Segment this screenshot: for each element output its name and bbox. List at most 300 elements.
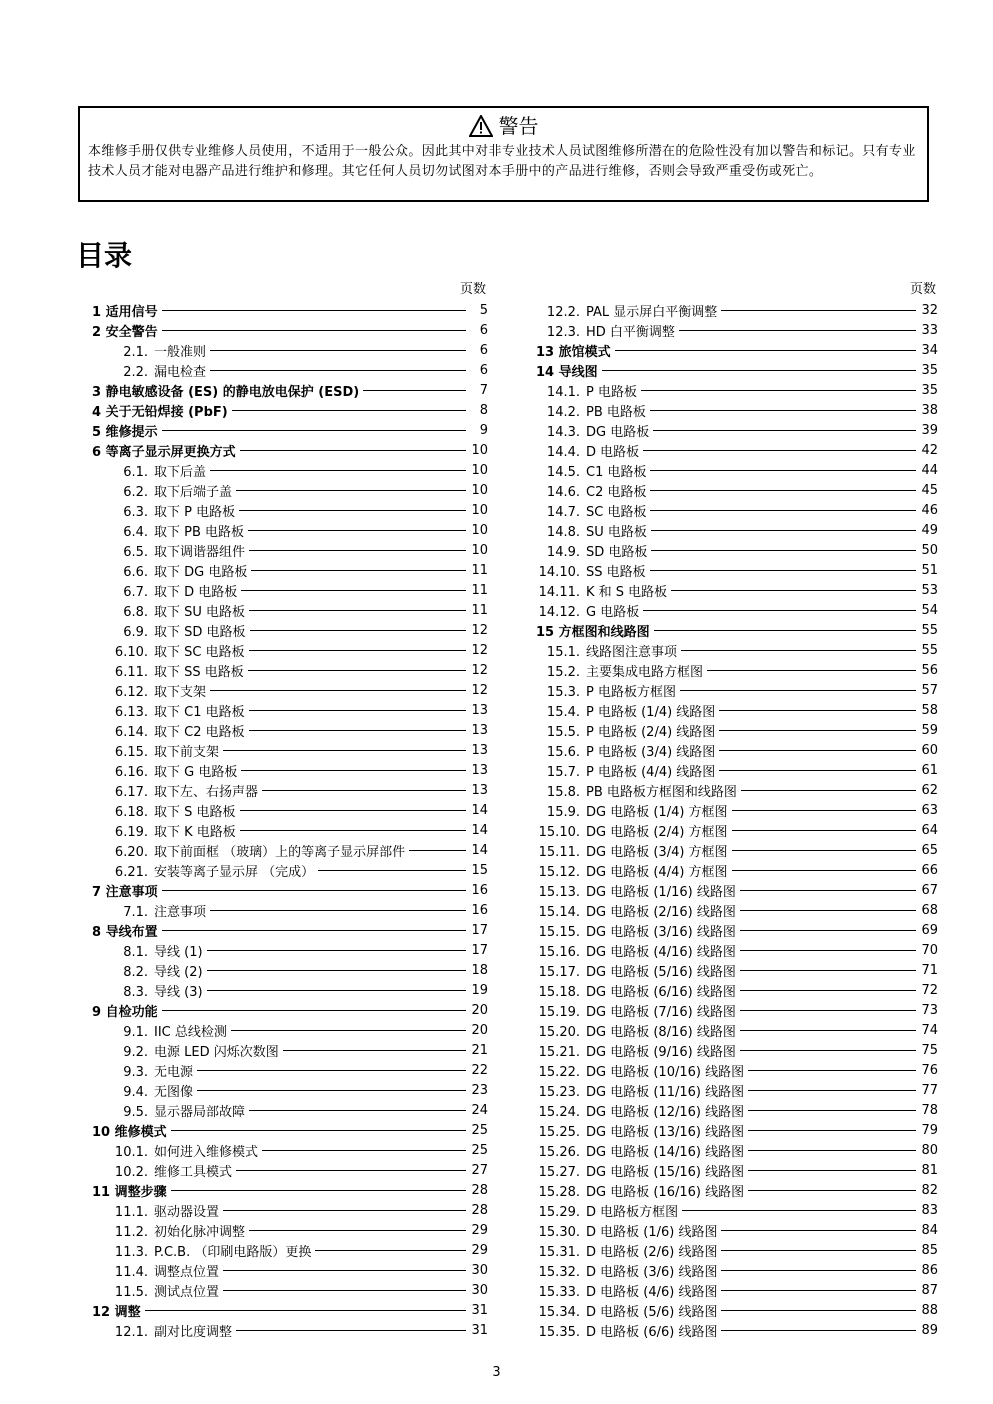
toc-entry[interactable]	[78, 600, 488, 620]
toc-entry-page: 9	[479, 422, 488, 438]
toc-entry-text: DG 电路板 (14/16) 线路图	[586, 1144, 745, 1160]
toc-entry-text: DG 电路板 (2/4) 方框图	[586, 824, 728, 840]
toc-entry-title	[78, 841, 405, 860]
toc-entry[interactable]	[78, 720, 488, 740]
dot-leader	[207, 950, 466, 951]
toc-entry[interactable]	[528, 1100, 938, 1120]
toc-entry-number: 14.3.	[546, 424, 580, 440]
toc-entry[interactable]	[78, 380, 488, 400]
toc-entry-title	[78, 421, 158, 440]
toc-entry-number: 6	[92, 444, 102, 460]
toc-entry-text: P 电路板 (4/4) 线路图	[586, 764, 716, 780]
toc-entry-page: 68	[921, 902, 938, 918]
toc-entry-text: D 电路板 (2/6) 线路图	[586, 1244, 718, 1260]
toc-entry-number: 6.5.	[123, 544, 148, 560]
toc-entry-number: 9.4.	[123, 1084, 148, 1100]
toc-entry-text: 调整点位置	[154, 1264, 220, 1280]
toc-entry[interactable]	[78, 580, 488, 600]
page-column-label: 页数	[909, 282, 936, 297]
toc-entry[interactable]	[528, 320, 938, 340]
toc-entry[interactable]	[78, 1160, 488, 1180]
toc-entry-page: 23	[471, 1082, 488, 1098]
toc-entry[interactable]	[528, 1120, 938, 1140]
toc-entry[interactable]	[78, 680, 488, 700]
toc-entry-number: 15.1.	[546, 644, 580, 660]
toc-entry-text: DG 电路板 (13/16) 线路图	[586, 1124, 745, 1140]
toc-entry-title	[528, 901, 736, 920]
toc-entry-number: 15.35.	[538, 1324, 580, 1340]
toc-entry-page: 79	[921, 1122, 938, 1138]
toc-entry-title	[78, 1141, 258, 1160]
toc-entry-page: 44	[921, 462, 938, 478]
toc-entry-page: 15	[471, 862, 488, 878]
toc-entry[interactable]	[528, 1020, 938, 1040]
toc-entry[interactable]	[78, 360, 488, 380]
toc-entry[interactable]	[528, 360, 938, 380]
toc-entry-number: 2	[92, 324, 102, 340]
toc-entry[interactable]	[78, 920, 488, 940]
toc-entry-page: 27	[471, 1162, 488, 1178]
toc-entry-page: 12	[471, 662, 488, 678]
dot-leader	[740, 1010, 916, 1011]
toc-entry[interactable]	[528, 1260, 938, 1280]
toc-entry[interactable]	[528, 300, 938, 320]
toc-entry-number: 6.2.	[123, 484, 148, 500]
toc-entry-page: 32	[921, 302, 938, 318]
toc-entry[interactable]	[78, 740, 488, 760]
toc-entry-text: 安装等离子显示屏 （完成）	[154, 864, 315, 880]
toc-entry[interactable]	[78, 1140, 488, 1160]
toc-entry[interactable]	[528, 440, 938, 460]
toc-entry[interactable]	[78, 1180, 488, 1200]
dot-leader	[236, 490, 466, 491]
toc-entry-number: 14.5.	[546, 464, 580, 480]
toc-entry-title	[528, 741, 715, 760]
toc-entry[interactable]	[78, 520, 488, 540]
toc-entry-number: 15.5.	[546, 724, 580, 740]
toc-entry[interactable]	[78, 1220, 488, 1240]
toc-entry[interactable]	[78, 780, 488, 800]
toc-entry-title	[78, 561, 247, 580]
toc-entry-text: 取下调谐器组件	[154, 544, 246, 560]
toc-entry-page: 30	[471, 1262, 488, 1278]
toc-entry-text: 取下 SC 电路板	[154, 644, 245, 660]
toc-entry-text: P 电路板方框图	[586, 684, 676, 700]
toc-entry-title	[78, 801, 236, 820]
dot-leader	[643, 610, 916, 611]
toc-entry-text: 方框图和线路图	[558, 624, 650, 640]
toc-entry-text: 取下 C2 电路板	[154, 724, 245, 740]
toc-entry[interactable]	[78, 420, 488, 440]
toc-entry-page: 16	[471, 882, 488, 898]
toc-entry[interactable]	[528, 1000, 938, 1020]
dot-leader	[250, 630, 466, 631]
toc-entry-title	[78, 1121, 167, 1140]
toc-entry[interactable]	[78, 840, 488, 860]
toc-entry-number: 15.2.	[546, 664, 580, 680]
toc-heading: 目录	[76, 239, 133, 272]
toc-entry-number: 8	[92, 924, 102, 940]
toc-entry-text: 取下 DG 电路板	[154, 564, 248, 580]
toc-entry[interactable]	[78, 1120, 488, 1140]
toc-entry[interactable]	[528, 1300, 938, 1320]
toc-entry[interactable]	[528, 780, 938, 800]
toc-entry[interactable]	[528, 1160, 938, 1180]
toc-entry[interactable]	[528, 460, 938, 480]
toc-entry[interactable]	[78, 400, 488, 420]
toc-entry-number: 2.2.	[123, 364, 148, 380]
toc-entry-number: 6.21.	[114, 864, 148, 880]
toc-entry[interactable]	[528, 940, 938, 960]
toc-entry[interactable]	[528, 920, 938, 940]
toc-entry[interactable]	[78, 460, 488, 480]
toc-entry-page: 13	[471, 782, 488, 798]
dot-leader	[248, 670, 466, 671]
toc-entry-text: 取下 K 电路板	[154, 824, 236, 840]
toc-entry-number: 15.32.	[538, 1264, 580, 1280]
toc-entry[interactable]	[528, 1180, 938, 1200]
toc-entry-text: 取下后盖	[154, 464, 207, 480]
toc-entry[interactable]	[528, 680, 938, 700]
dot-leader	[748, 1190, 916, 1191]
toc-entry-title	[78, 1201, 219, 1220]
toc-entry-text: DG 电路板 (7/16) 线路图	[586, 1004, 736, 1020]
toc-entry[interactable]	[528, 380, 938, 400]
toc-entry-text: 无图像	[154, 1084, 194, 1100]
toc-entry[interactable]	[78, 1200, 488, 1220]
toc-entry-text: 副对比度调整	[154, 1324, 233, 1340]
dot-leader	[740, 910, 916, 911]
toc-entry-number: 15.22.	[538, 1064, 580, 1080]
toc-entry-number: 6.1.	[123, 464, 148, 480]
dot-leader	[223, 1270, 466, 1271]
toc-entry-text: 线路图注意事项	[586, 644, 678, 660]
dot-leader	[210, 350, 466, 351]
toc-entry-page: 25	[471, 1122, 488, 1138]
toc-entry-title	[78, 1241, 311, 1260]
dot-leader	[643, 450, 916, 451]
toc-entry[interactable]	[528, 800, 938, 820]
dot-leader	[719, 730, 916, 731]
toc-entry-text: 显示器局部故障	[154, 1104, 246, 1120]
toc-entry[interactable]	[528, 580, 938, 600]
toc-entry[interactable]	[78, 440, 488, 460]
dot-leader	[650, 490, 916, 491]
toc-entry[interactable]	[78, 660, 488, 680]
toc-entry-page: 33	[921, 322, 938, 338]
toc-entry[interactable]	[78, 480, 488, 500]
dot-leader	[748, 1170, 916, 1171]
toc-entry[interactable]	[528, 1060, 938, 1080]
toc-entry-title	[528, 681, 676, 700]
toc-entry-page: 14	[471, 822, 488, 838]
toc-entry[interactable]	[528, 420, 938, 440]
toc-entry[interactable]	[528, 840, 938, 860]
toc-entry-title	[528, 381, 637, 400]
toc-entry[interactable]	[528, 720, 938, 740]
toc-entry[interactable]	[528, 1320, 938, 1340]
toc-entry-text: D 电路板 (6/6) 线路图	[586, 1324, 718, 1340]
toc-entry-page: 67	[921, 882, 938, 898]
dot-leader	[721, 1290, 916, 1291]
toc-entry-text: 初始化脉冲调整	[154, 1224, 246, 1240]
toc-entry[interactable]	[78, 1320, 488, 1340]
toc-entry-number: 15.31.	[538, 1244, 580, 1260]
toc-entry[interactable]	[78, 980, 488, 1000]
toc-entry-text: DG 电路板 (10/16) 线路图	[586, 1064, 745, 1080]
toc-entry-text: IIC 总线检测	[154, 1024, 227, 1040]
toc-entry-page: 50	[921, 542, 938, 558]
toc-entry[interactable]	[78, 820, 488, 840]
toc-entry-number: 15.20.	[538, 1024, 580, 1040]
dot-leader	[315, 1250, 466, 1251]
toc-entry[interactable]	[528, 700, 938, 720]
toc-entry-page: 71	[921, 962, 938, 978]
toc-entry[interactable]	[78, 940, 488, 960]
toc-entry[interactable]	[528, 340, 938, 360]
toc-entry[interactable]	[528, 880, 938, 900]
toc-entry[interactable]	[528, 740, 938, 760]
toc-entry[interactable]	[78, 500, 488, 520]
dot-leader	[721, 1270, 916, 1271]
toc-entry-text: 取下左、右扬声器	[154, 784, 259, 800]
toc-entry[interactable]	[78, 1040, 488, 1060]
toc-entry-text: P.C.B. （印刷电路版）更换	[154, 1244, 312, 1260]
toc-entry[interactable]	[528, 500, 938, 520]
toc-entry[interactable]	[528, 820, 938, 840]
toc-entry-number: 9.2.	[123, 1044, 148, 1060]
toc-entry-page: 20	[471, 1002, 488, 1018]
toc-entry[interactable]	[528, 400, 938, 420]
toc-entry-text: 关于无铅焊接 (PbF)	[105, 404, 228, 420]
toc-entry-text: 自检功能	[105, 1004, 158, 1020]
toc-entry-page: 76	[921, 1062, 938, 1078]
toc-entry-page: 46	[921, 502, 938, 518]
toc-entry[interactable]	[78, 1060, 488, 1080]
toc-entry-page: 28	[471, 1202, 488, 1218]
toc-entry-title	[78, 741, 219, 760]
toc-entry[interactable]	[78, 760, 488, 780]
toc-entry-title	[528, 721, 715, 740]
toc-entry-title	[528, 441, 639, 460]
toc-entry-number: 15.29.	[538, 1204, 580, 1220]
toc-entry-title	[528, 661, 703, 680]
toc-entry-text: DG 电路板 (15/16) 线路图	[586, 1164, 745, 1180]
toc-entry-text: 驱动器设置	[154, 1204, 220, 1220]
toc-entry-text: P 电路板	[586, 384, 637, 400]
toc-entry[interactable]	[528, 640, 938, 660]
toc-entry-text: 静电敏感设备 (ES) 的静电放电保护 (ESD)	[105, 384, 360, 400]
toc-entry-page: 18	[471, 962, 488, 978]
toc-entry[interactable]	[78, 640, 488, 660]
toc-entry-number: 14.10.	[538, 564, 580, 580]
toc-entry-page: 88	[921, 1302, 938, 1318]
toc-entry-title	[78, 1301, 141, 1320]
toc-entry[interactable]	[78, 1240, 488, 1260]
toc-entry-title	[78, 401, 228, 420]
toc-entry[interactable]	[528, 1080, 938, 1100]
dot-leader	[671, 590, 916, 591]
toc-entry[interactable]	[78, 1080, 488, 1100]
dot-leader	[207, 970, 466, 971]
toc-entry[interactable]	[78, 1000, 488, 1020]
toc-entry-text: 主要集成电路方框图	[586, 664, 704, 680]
toc-entry-text: D 电路板方框图	[586, 1204, 679, 1220]
toc-entry-text: 取下 SU 电路板	[154, 604, 246, 620]
toc-entry[interactable]	[528, 860, 938, 880]
toc-entry-page: 81	[921, 1162, 938, 1178]
dot-leader	[748, 1150, 916, 1151]
toc-entry-page: 66	[921, 862, 938, 878]
warning-text: 本维修手册仅供专业维修人员使用，不适用于一般公众。因此其中对非专业技术人员试图维修所潜在的危险性没有加以警告和标记。只有专业技术人员才能对电器产品进行维护和修理。其它任何人员切勿试图对本手册中的产品进行维修，否则会导致严重受伤或死亡。	[88, 144, 916, 179]
toc-entry[interactable]	[528, 1200, 938, 1220]
toc-entry[interactable]	[528, 560, 938, 580]
toc-entry[interactable]	[528, 1220, 938, 1240]
toc-entry-number: 6.4.	[123, 524, 148, 540]
toc-entry-page: 87	[921, 1282, 938, 1298]
toc-entry[interactable]	[528, 1280, 938, 1300]
toc-entry[interactable]	[78, 540, 488, 560]
dot-leader	[210, 370, 466, 371]
toc-entry-number: 12.3.	[546, 324, 580, 340]
toc-entry-title	[78, 641, 245, 660]
toc-entry-title	[528, 801, 728, 820]
toc-entry[interactable]	[78, 880, 488, 900]
toc-entry-number: 14.8.	[546, 524, 580, 540]
toc-entry-text: DG 电路板 (5/16) 线路图	[586, 964, 736, 980]
dot-leader	[682, 1210, 916, 1211]
toc-entry-title	[78, 821, 236, 840]
toc-entry-text: 取下 SS 电路板	[154, 664, 244, 680]
toc-entry[interactable]	[78, 620, 488, 640]
toc-entry[interactable]	[78, 800, 488, 820]
toc-entry[interactable]	[528, 540, 938, 560]
toc-entry-title	[78, 1161, 232, 1180]
toc-entry[interactable]	[78, 960, 488, 980]
toc-entry-page: 89	[921, 1322, 938, 1338]
toc-entry-number: 9.1.	[123, 1024, 148, 1040]
dot-leader	[732, 850, 916, 851]
toc-entry-title	[528, 921, 736, 940]
toc-entry-title	[528, 1301, 717, 1320]
toc-entry-number: 8.1.	[123, 944, 148, 960]
dot-leader	[719, 710, 916, 711]
toc-entry-number: 7.1.	[123, 904, 148, 920]
toc-entry[interactable]	[78, 1020, 488, 1040]
toc-entry-number: 6.12.	[114, 684, 148, 700]
toc-entry-title	[78, 901, 206, 920]
dot-leader	[171, 1190, 466, 1191]
toc-entry-number: 15.25.	[538, 1124, 580, 1140]
toc-entry-page: 62	[921, 782, 938, 798]
toc-entry[interactable]	[78, 1260, 488, 1280]
dot-leader	[249, 550, 466, 551]
toc-entry-page: 74	[921, 1022, 938, 1038]
toc-entry-page: 6	[479, 322, 488, 338]
dot-leader	[363, 390, 466, 391]
toc-entry-title	[528, 1081, 744, 1100]
dot-leader	[740, 1050, 916, 1051]
toc-entry-number: 9	[92, 1004, 102, 1020]
toc-entry[interactable]	[528, 1040, 938, 1060]
toc-entry-number: 15.28.	[538, 1184, 580, 1200]
toc-entry[interactable]	[528, 520, 938, 540]
warning-title: 警告	[498, 114, 539, 138]
toc-entry[interactable]	[528, 980, 938, 1000]
toc-entry-title	[78, 701, 245, 720]
toc-entry[interactable]	[528, 1240, 938, 1260]
toc-entry-title	[528, 1321, 717, 1340]
toc-entry-title	[78, 501, 235, 520]
toc-entry[interactable]	[78, 700, 488, 720]
toc-entry-page: 8	[479, 402, 488, 418]
dot-leader	[721, 1230, 916, 1231]
toc-entry-text: C1 电路板	[586, 464, 647, 480]
toc-entry-number: 15.7.	[546, 764, 580, 780]
toc-entry[interactable]	[528, 1140, 938, 1160]
toc-entry[interactable]	[78, 560, 488, 580]
toc-entry-title	[78, 881, 158, 900]
toc-entry[interactable]	[78, 1300, 488, 1320]
toc-entry-title	[78, 481, 232, 500]
toc-entry[interactable]	[528, 760, 938, 780]
toc-entry-text: 维修工具模式	[154, 1164, 233, 1180]
toc-entry-text: DG 电路板 (9/16) 线路图	[586, 1044, 736, 1060]
toc-entry[interactable]	[528, 960, 938, 980]
toc-entry-number: 15.13.	[538, 884, 580, 900]
toc-entry-number: 15.21.	[538, 1044, 580, 1060]
toc-entry[interactable]	[78, 860, 488, 880]
toc-entry-title	[78, 301, 158, 320]
toc-entry[interactable]	[78, 300, 488, 320]
toc-entry-number: 11	[92, 1184, 111, 1200]
toc-entry[interactable]	[528, 660, 938, 680]
dot-leader	[740, 1030, 916, 1031]
toc-entry-number: 6.11.	[114, 664, 148, 680]
dot-leader	[719, 750, 916, 751]
toc-entry-title	[528, 701, 715, 720]
dot-leader	[740, 950, 916, 951]
dot-leader	[231, 1030, 466, 1031]
toc-entry-title	[528, 761, 715, 780]
toc-entry-text: P 电路板 (2/4) 线路图	[586, 724, 716, 740]
dot-leader	[171, 1130, 466, 1131]
toc-entry-text: 取下 D 电路板	[154, 584, 238, 600]
toc-entry-title	[78, 781, 258, 800]
toc-entry[interactable]	[528, 900, 938, 920]
toc-entry[interactable]	[528, 620, 938, 640]
toc-entry-text: G 电路板	[586, 604, 640, 620]
toc-entry[interactable]	[78, 1100, 488, 1120]
toc-entry-text: 旅馆模式	[558, 344, 611, 360]
toc-entry[interactable]	[78, 1280, 488, 1300]
toc-entry-title	[78, 1321, 232, 1340]
warning-header	[88, 112, 919, 140]
dot-leader	[248, 530, 466, 531]
toc-entry-page: 10	[471, 502, 488, 518]
toc-entry-page: 63	[921, 802, 938, 818]
toc-entry-page: 70	[921, 942, 938, 958]
dot-leader	[162, 890, 466, 891]
toc-entry-title	[78, 1061, 193, 1080]
toc-entry-text: 取下支架	[154, 684, 207, 700]
toc-entry[interactable]	[528, 600, 938, 620]
dot-leader	[236, 1330, 466, 1331]
toc-entry[interactable]	[78, 340, 488, 360]
toc-entry[interactable]	[528, 480, 938, 500]
toc-entry[interactable]	[78, 900, 488, 920]
toc-entry[interactable]	[78, 320, 488, 340]
